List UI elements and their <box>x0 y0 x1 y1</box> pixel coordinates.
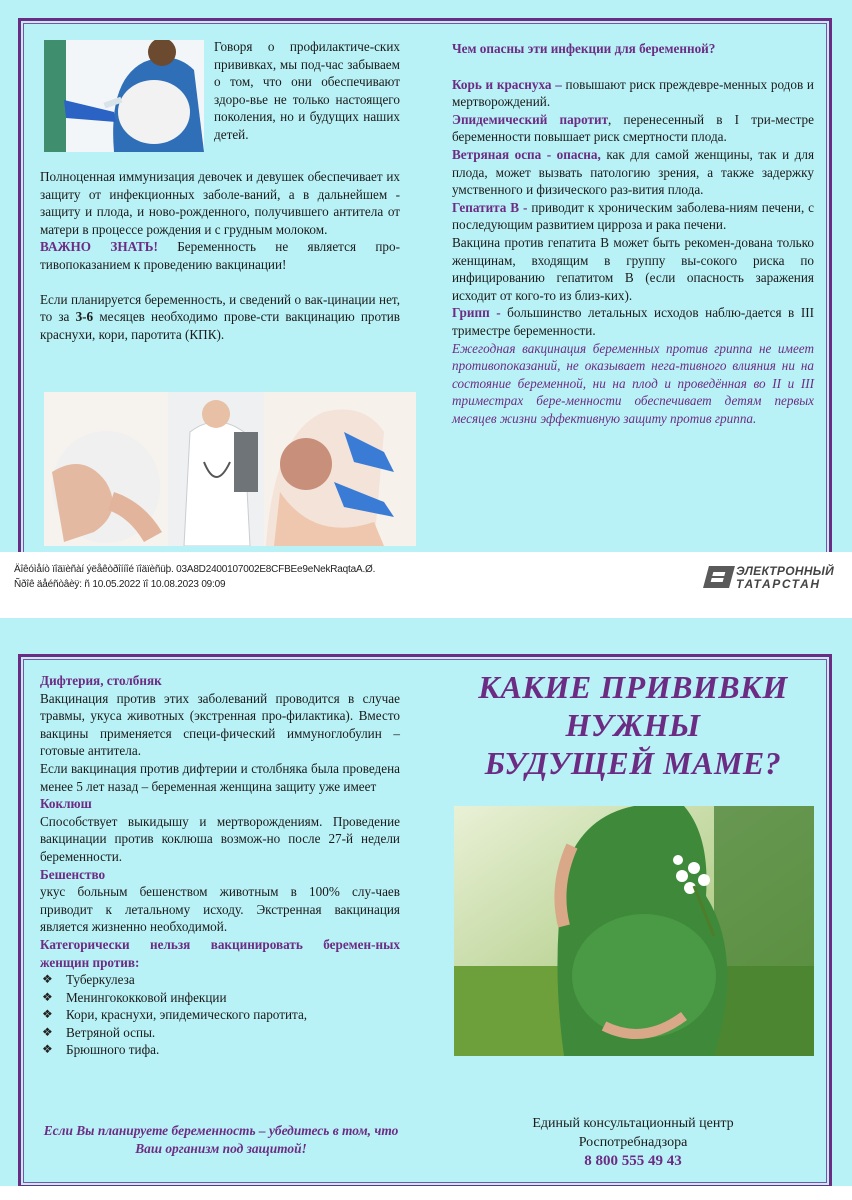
flu-label: Грипп - <box>452 305 501 321</box>
diphtheria-text: Вакцинация против этих заболеваний проводится в случае травмы, укуса животных (экстренная про-филактика). Вместо вакцины применяется специ-фический иммуноглобулин – готовые антитела. <box>40 690 400 759</box>
planning-months: 3-6 <box>75 309 94 325</box>
intro-column <box>214 38 400 144</box>
pertussis-text: Способствует выкидышу и мертворождениям. Проведение вакцинации против коклюша возмож-но после 27-й недели беременности. <box>40 813 400 864</box>
mumps-label: Эпидемический паротит <box>452 111 609 127</box>
infections-heading: Чем опасны эти инфекции для беременной? <box>452 41 716 56</box>
pertussis-heading: Коклюш <box>40 796 92 812</box>
consultation-center <box>458 1114 808 1171</box>
important-text: Беременность не является про-тивопоказанием к проведению вакцинации! <box>40 239 400 272</box>
chickenpox-label: Ветряная оспа - опасна, <box>452 146 601 162</box>
contraindications-heading: Категорически нельзя вакцинировать беремен-ных женщин против: <box>40 936 400 970</box>
title-line-2: НУЖНЫ <box>565 707 701 743</box>
contraindications-list <box>40 971 400 1059</box>
hotline-phone: 8 800 555 49 43 <box>584 1153 682 1169</box>
planning-text-b: месяцев необходимо прове-сти вакцинацию против краснухи, кори, паротита (КПК). <box>40 309 400 342</box>
diphtheria-heading: Дифтерия, столбняк <box>40 673 162 688</box>
hepatitis-label: Гепатита В - <box>452 199 528 215</box>
closing-statement: Если Вы планируете беременность – убедитесь в том, что Ваш организм под защитой! <box>43 1123 399 1156</box>
hepatitis-text: приводит к хроническим заболева-ниям печени, с последующим развитием цирроза и рака печени. <box>452 199 814 233</box>
list-item: ❖ Ветряной оспы. <box>66 1024 400 1042</box>
signature-line-2: Ñðîê äåéñòâèÿ: ñ 10.05.2022 ïî 10.08.2023 09:09 <box>14 579 226 590</box>
pregnant-woman-illustration <box>454 806 814 1056</box>
list-item: ❖ Менингококковой инфекции <box>66 989 400 1007</box>
pregnant-woman-photo <box>454 806 814 1056</box>
flu-vaccination-note: Ежегодная вакцинация беременных против гриппа не имеет противопоказаний, не оказывает нега-тивного влияния ни на состояние беременной, ни на плод и проведённая во II и III триместрах бере-менности обеспечивает детям первых месяцев жизни эффективную защиту против гриппа. <box>452 340 814 426</box>
list-item: ❖ Туберкулеза <box>66 971 400 989</box>
center-name-line-2: Роспотребнадзора <box>578 1135 688 1150</box>
list-item: ❖ Кори, краснухи, эпидемического паротита, <box>66 1006 400 1024</box>
center-name-line-1: Единый консультационный центр <box>532 1116 734 1131</box>
logo-line-2: ТАТАРСТАН <box>736 577 821 591</box>
brochure-title <box>458 668 808 782</box>
signature-footer <box>0 552 852 604</box>
measles-text: повышают риск преждевре-менных родов и мертворождений. <box>452 76 814 110</box>
hepatitis-vaccine-text: Вакцина против гепатита В может быть рекомен-дована только женщинам, входящим в группу вы-сокого риска по инфицированию гепатитом В (если опасность заражения исходит от кого-то из близ-ких). <box>452 234 814 303</box>
immunization-text: Полноценная иммунизация девочек и девушек обеспечивает их защиту от инфекционных заболе-ваний, а в дальнейшем - защиту и плода, и ново-рожденного, получившего антитела от матери в процессе рождения и с грудным молоком. <box>40 169 400 237</box>
photo-collage <box>44 392 416 546</box>
planning-text-a: Если планируется беременность, и сведений о вак-цинации нет, то за <box>40 291 400 325</box>
chickenpox-text: как для самой женщины, так и для плода, может вызвать патологию зрения, а также задержку умственного и физического раз-вития плода. <box>452 146 815 198</box>
flu-text: большинство летальных исходов наблю-дается в III триместре беременности. <box>452 305 814 338</box>
rabies-heading: Бешенство <box>40 866 106 882</box>
title-line-3: БУДУЩЕЙ МАМЕ? <box>484 745 782 781</box>
vaccination-illustration <box>44 40 204 152</box>
important-label: ВАЖНО ЗНАТЬ! <box>40 239 158 255</box>
left-column-page-2 <box>40 672 400 1059</box>
left-column-page-1 <box>40 168 400 343</box>
bottom-strip <box>0 1186 852 1200</box>
logo-icon <box>703 566 735 588</box>
collage-illustration <box>44 392 416 546</box>
measles-label: Корь и краснуха – <box>452 76 562 92</box>
diphtheria-text-2: Если вакцинация против дифтерии и столбняка была проведена менее 5 лет назад – беременная женщина защиту уже имеет <box>40 760 400 794</box>
electronic-tatarstan-logo <box>706 562 836 592</box>
mumps-text: , перенесенный в I три-местре беременности повышает риск смертности плода. <box>452 111 814 145</box>
vaccination-photo <box>44 40 204 152</box>
list-item: ❖ Брюшного тифа. <box>66 1041 400 1059</box>
right-column-page-1 <box>452 40 814 427</box>
rabies-text: укус больным бешенством животным в 100% слу-чаев приводит к летальному исходу. Экстренная вакцинация является жизненно необходимой. <box>40 884 400 935</box>
signature-line-1: Äîêóìåíò ïîäïèñàí ýëåêòðîííîé ïîäïèñüþ. 03A8D2400107002E8CFBEe9eNekRaqtaA.Ø. <box>14 564 376 575</box>
intro-text: Говоря о профилактиче-ских прививках, мы под-час забываем о том, что они обеспечивают здоро-вье не только настоящего поколения, но и будущих наших детей. <box>214 39 400 142</box>
title-line-1: КАКИЕ ПРИВИВКИ <box>478 669 788 705</box>
logo-line-1: ЭЛЕКТРОННЫЙ <box>736 564 835 578</box>
